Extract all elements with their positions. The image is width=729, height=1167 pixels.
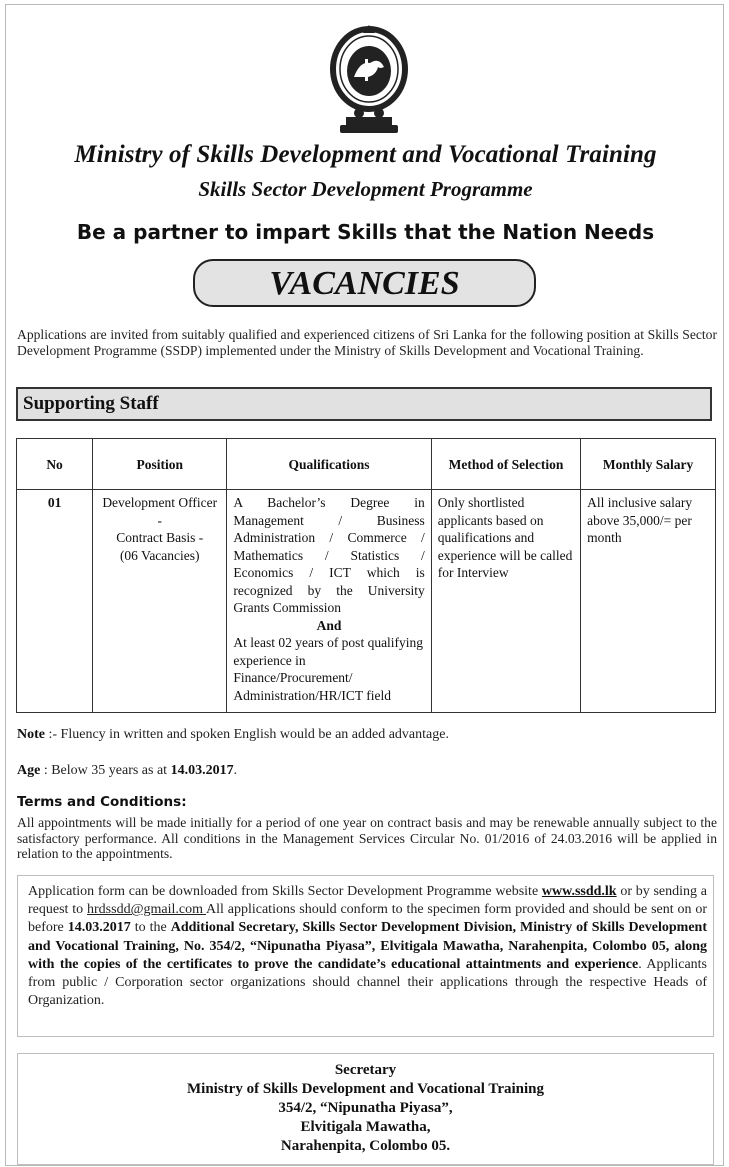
- header-qualifications: Qualifications: [227, 439, 431, 490]
- age-line: [17, 763, 237, 779]
- qualification-experience: At least 02 years of post qualifying experience in Finance/Procurement/ Administration/HR/ICT field: [233, 635, 424, 703]
- position-title: Development Officer -: [102, 495, 218, 528]
- age-end: .: [233, 763, 238, 778]
- header-no: No: [17, 439, 93, 490]
- table-header-row: [17, 439, 716, 490]
- tagline: Be a partner to impart Skills that the Nation Needs: [76, 220, 655, 244]
- cell-salary: All inclusive salary above 35,000/= per month: [581, 490, 716, 713]
- qualification-degree: A Bachelor’s Degree in Management / Business Administration / Commerce / Mathematics / Statistics / Economics / ICT which is recognized by the University Grants Commission: [233, 495, 425, 615]
- vacancy-table: [16, 438, 716, 713]
- terms-heading: Terms and Conditions:: [17, 794, 187, 810]
- advertisement-page: [5, 4, 724, 1166]
- email-link[interactable]: hrdssdd@gmail.com: [87, 902, 207, 918]
- cell-method: Only shortlisted applicants based on qualifications and experience will be called for Interview: [431, 490, 580, 713]
- closing-date: 14.03.2017: [67, 920, 131, 936]
- application-box: [17, 875, 714, 1037]
- signature-line-3: 354/2, “Nipunatha Piyasa”,: [278, 1100, 453, 1116]
- signature-box: [17, 1053, 714, 1165]
- qualification-and: And: [316, 617, 342, 633]
- application-text-3: All applications should conform to the specimen form provided and should be sent on or before: [28, 902, 707, 936]
- header-position: Position: [93, 439, 227, 490]
- application-address: Additional Secretary, Skills Sector Development Division, Ministry of Skills Development and Vocational Training, No. 354/2, “Nipunatha Piyasa”, Elvitigala Mawatha, Narahenpita, Colombo 05, along with the copies of the certificates to prove the candidate’s educational attaintments and experience: [28, 920, 707, 972]
- signature-line-5: Narahenpita, Colombo 05.: [280, 1138, 451, 1154]
- note-label: Note: [17, 727, 45, 742]
- vacancies-banner: VACANCIES: [193, 259, 536, 307]
- programme-title: Skills Sector Development Programme: [198, 177, 533, 201]
- age-text: : Below 35 years as at: [40, 763, 171, 778]
- header-salary: Monthly Salary: [581, 439, 716, 490]
- ministry-title: Ministry of Skills Development and Vocational Training: [74, 141, 657, 168]
- signature-line-2: Ministry of Skills Development and Vocational Training: [187, 1081, 544, 1097]
- signature-line-1: Secretary: [334, 1062, 397, 1078]
- cell-no: 01: [17, 490, 93, 713]
- website-link[interactable]: www.ssdd.lk: [541, 884, 617, 899]
- age-date: 14.03.2017: [170, 763, 234, 778]
- position-count: (06 Vacancies): [119, 547, 200, 563]
- cell-qualifications: [227, 490, 431, 713]
- cell-position: [93, 490, 227, 713]
- header-method: Method of Selection: [431, 439, 580, 490]
- table-row: [17, 490, 716, 713]
- application-text-1: Application form can be downloaded from Skills Sector Development Programme website: [28, 884, 542, 899]
- note-text: :- Fluency in written and spoken English would be an added advantage.: [45, 727, 449, 742]
- sri-lanka-emblem-icon: [326, 19, 412, 137]
- section-title-supporting-staff: Supporting Staff: [16, 387, 712, 421]
- age-label: Age: [17, 763, 41, 778]
- terms-paragraph: All appointments will be made initially for a period of one year on contract basis and may be renewable annually subject to the satisfactory performance. All conditions in the Management Services Circular No. 01/2016 of 24.03.2016 will be applied in relation to the appointments.: [17, 815, 717, 861]
- position-basis: Contract Basis -: [116, 530, 204, 545]
- application-text-5: . Applicants from public / Corporation sector organizations should channel their applications through the respective Heads of Organization.: [28, 956, 707, 1009]
- application-text-2: or by sending a request to: [28, 884, 707, 918]
- note-line: [17, 727, 449, 743]
- application-text-4: to the: [130, 920, 171, 936]
- signature-line-4: Elvitigala Mawatha,: [300, 1119, 431, 1135]
- intro-paragraph: Applications are invited from suitably qualified and experienced citizens of Sri Lanka for the following position at Skills Sector Development Programme (SSDP) implemented under the Ministry of Skills Development and Vocational Training.: [17, 327, 717, 358]
